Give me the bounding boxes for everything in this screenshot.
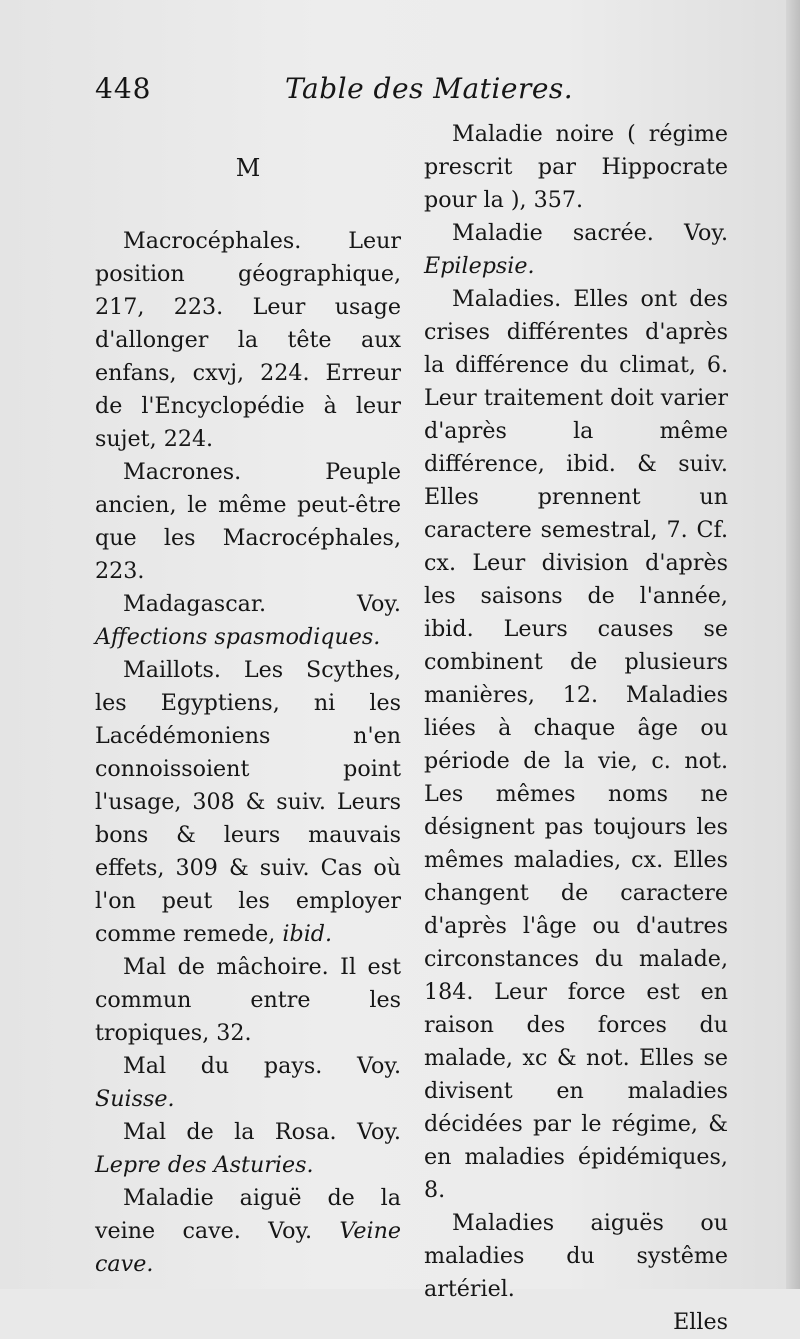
- entry-term: Mal du pays.: [123, 1053, 323, 1079]
- cross-reference: Lepre des Asturies.: [95, 1152, 314, 1178]
- entry-term: Maladies.: [452, 286, 562, 312]
- index-entry: [95, 1050, 401, 1116]
- entry-text: Voy.: [653, 220, 728, 246]
- cross-reference: Veine cave.: [95, 1218, 401, 1277]
- entry-text: Elles ont des crises différentes d'après la différence du climat, 6. Leur traitement doit varier d'après la même différence, ibid. & suiv. Elles prennent un caractere semestral, 7. Cf. cx. Leur division d'après les saisons de l'année, ibid. Leurs causes se combinent de plusieurs manières, 12. Maladies liées à chaque âge ou période de la vie, c. not. Les mêmes noms ne désignent pas toujours les mêmes maladies, cx. Elles changent de caractere d'après l'âge ou d'autres circonstances du malade, 184. Leur force est en raison des forces du malade, xc & not. Elles se divisent en maladies décidées par le régime, & en maladies épidémiques, 8.: [424, 286, 728, 1203]
- entry-text: Peuple ancien, le même peut-être que les Macrocéphales, 223.: [95, 459, 401, 584]
- index-entry: [424, 283, 728, 1207]
- page-number: 448: [95, 72, 152, 105]
- catchword: Elles: [673, 1309, 728, 1335]
- index-entry: [95, 225, 401, 456]
- entry-text: Voy.: [240, 1218, 340, 1244]
- index-entry: [95, 951, 401, 1050]
- entry-term: Macrocéphales.: [123, 228, 302, 254]
- entry-term: Maillots.: [123, 657, 221, 683]
- entry-term: Mal de mâchoire.: [123, 954, 329, 980]
- index-entry: [95, 456, 401, 588]
- entry-term: Macrones.: [123, 459, 242, 485]
- index-entry: [95, 588, 401, 654]
- entry-text: Voy.: [336, 1119, 401, 1145]
- cross-reference: Suisse.: [95, 1086, 175, 1112]
- index-column-left: [95, 118, 401, 1281]
- cross-reference: Epilepsie.: [424, 253, 535, 279]
- index-entry: [95, 654, 401, 951]
- entry-text: ( régime prescrit par Hippocrate pour la ), 357.: [424, 121, 729, 213]
- entry-text: Voy.: [322, 1053, 401, 1079]
- entry-term: Maladie sacrée.: [452, 220, 654, 246]
- entry-term: Maladies aiguës ou maladies du systême artériel.: [424, 1210, 728, 1302]
- index-entry: [95, 1116, 401, 1182]
- entry-text: Il est commun entre les tropiques, 32.: [95, 954, 401, 1046]
- cross-reference: ibid.: [282, 921, 333, 947]
- index-entry: [424, 1207, 728, 1306]
- section-letter: M: [235, 154, 261, 182]
- page-edge-shadow: [786, 0, 800, 1289]
- running-title: Table des Matieres.: [285, 72, 574, 105]
- index-entry: [95, 1182, 401, 1281]
- entry-text: Voy.: [266, 591, 401, 617]
- index-column-right: [424, 118, 728, 1339]
- entry-term: Maladie noire: [452, 121, 615, 147]
- page-header: [95, 72, 735, 112]
- index-entry: [424, 118, 728, 217]
- entry-term: Maladie aiguë de la veine cave.: [95, 1185, 401, 1244]
- cross-reference: Affections spasmodiques.: [95, 624, 381, 650]
- entry-text: Les Scythes, les Egyptiens, ni les Lacédémoniens n'en connoissoient point l'usage, 308 & suiv. Leurs bons & leurs mauvais effets, 309 & suiv. Cas où l'on peut les employer comme remede,: [95, 657, 401, 947]
- index-entry: [424, 217, 728, 283]
- entry-term: Mal de la Rosa.: [123, 1119, 337, 1145]
- entry-term: Madagascar.: [123, 591, 267, 617]
- entry-text: Leur position géographique, 217, 223. Leur usage d'allonger la tête aux enfans, cxvj, 224. Erreur de l'Encyclopédie à leur sujet, 224.: [95, 228, 401, 452]
